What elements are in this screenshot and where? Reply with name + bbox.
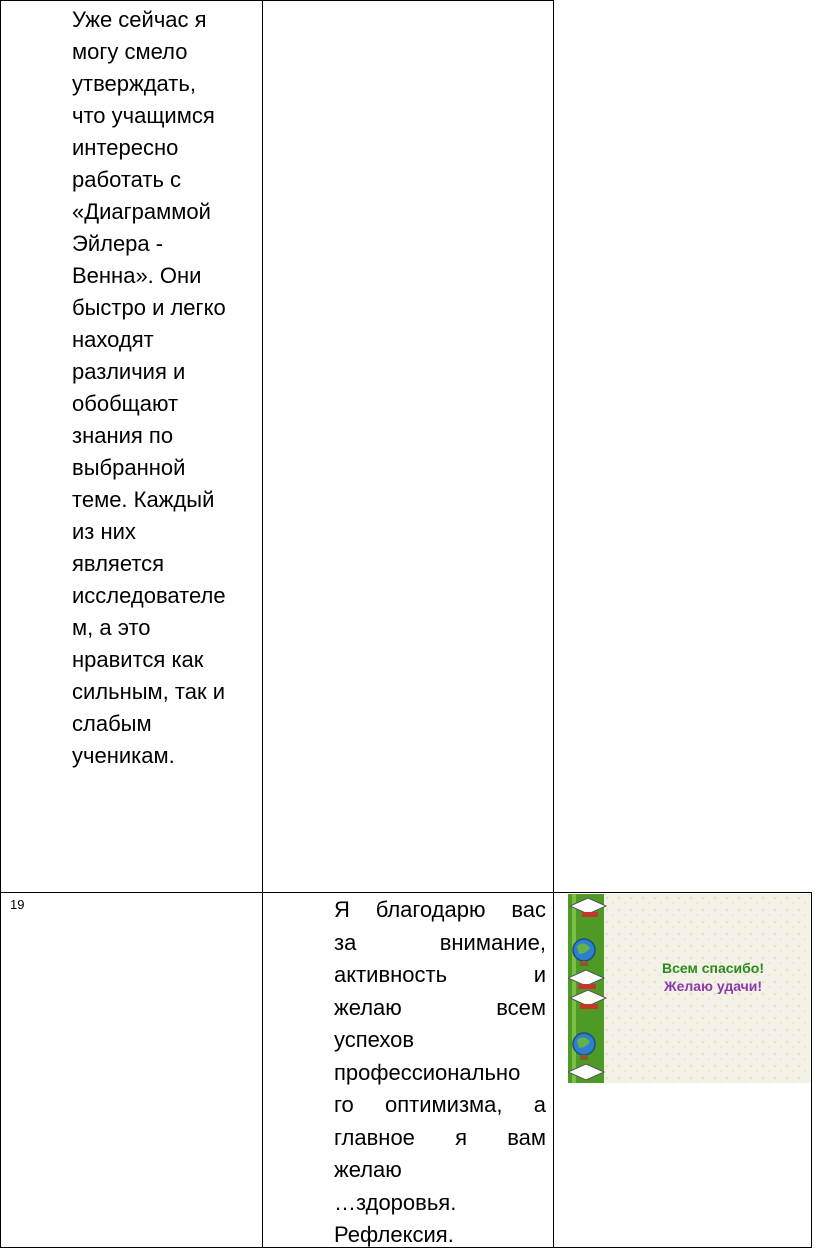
thanks-slide-image xyxy=(568,894,810,1083)
text-word: внимание, xyxy=(439,929,546,955)
text-word: я xyxy=(455,1124,468,1150)
text-line xyxy=(334,927,546,960)
text-line: работать с xyxy=(72,167,182,192)
text-word: активность xyxy=(334,962,448,987)
text-line xyxy=(334,1154,546,1187)
row2-thanks-text xyxy=(334,894,546,1252)
text-line: из них xyxy=(72,519,136,544)
text-word: главное xyxy=(334,1124,415,1150)
text-line: утверждать, xyxy=(72,71,196,96)
text-word: Я xyxy=(334,897,350,922)
text-line: обобщают xyxy=(72,391,179,416)
text-line: различия и xyxy=(72,359,186,384)
text-word: желаю xyxy=(334,1157,402,1182)
text-word: оптимизма, xyxy=(385,1092,503,1117)
text-line: Венна». Они xyxy=(72,263,202,288)
text-word: а xyxy=(533,1092,546,1117)
row1-description-text xyxy=(72,4,257,772)
text-line: находят xyxy=(72,327,154,352)
table-border-left-top xyxy=(0,0,1,893)
table-col-divider-2-top xyxy=(553,0,554,893)
table-row-divider xyxy=(0,892,812,893)
text-line xyxy=(334,1057,546,1090)
text-word: всем xyxy=(496,994,546,1020)
text-word: за xyxy=(334,929,357,955)
slide-thanks-line: Всем спасибо! xyxy=(661,960,765,976)
text-line: быстро и легко xyxy=(72,295,226,320)
text-line xyxy=(334,1187,546,1220)
text-line: могу смело xyxy=(72,39,188,64)
text-line xyxy=(334,1089,546,1122)
text-line xyxy=(334,1122,546,1155)
text-word: вам xyxy=(507,1124,546,1150)
text-line: теме. Каждый xyxy=(72,487,215,512)
text-word: го xyxy=(334,1092,354,1117)
table-border-top xyxy=(0,0,554,1)
table-col-divider-1-bottom xyxy=(262,892,263,1248)
text-line: ученикам. xyxy=(72,743,175,768)
row-number: 19 xyxy=(10,897,25,912)
text-word: профессионально xyxy=(334,1059,521,1085)
table-border-left-bottom xyxy=(0,892,1,1248)
text-word: Рефлексия. xyxy=(334,1222,454,1247)
text-line: Эйлера - xyxy=(72,231,164,256)
text-line: является xyxy=(72,551,165,576)
text-line: м, а это xyxy=(72,615,151,640)
text-word: успехов xyxy=(334,1027,415,1052)
slide-wish-line: Желаю удачи! xyxy=(663,978,763,994)
text-line: знания по xyxy=(72,423,174,448)
text-line: сильным, так и xyxy=(72,679,225,704)
text-word: благодарю xyxy=(375,897,486,922)
text-word: желаю xyxy=(334,994,402,1020)
table-col-divider-1-top xyxy=(262,0,263,893)
text-word: и xyxy=(533,962,546,987)
text-line: исследователе xyxy=(72,583,226,608)
text-line xyxy=(334,992,546,1025)
text-line: выбранной xyxy=(72,455,186,480)
table-border-right-bottom xyxy=(811,892,812,1248)
table-col-divider-2-bottom xyxy=(553,892,554,1248)
text-line: «Диаграммой xyxy=(72,199,211,224)
text-word: вас xyxy=(511,897,546,922)
text-line xyxy=(334,1024,546,1057)
text-line: что учащимся xyxy=(72,103,215,128)
text-line xyxy=(334,1219,546,1252)
text-line xyxy=(334,959,546,992)
text-line: Уже сейчас я xyxy=(72,7,207,32)
text-line xyxy=(334,894,546,927)
text-line: интересно xyxy=(72,135,179,160)
text-line: слабым xyxy=(72,711,152,736)
text-word: …здоровья. xyxy=(334,1189,457,1215)
text-line: нравится как xyxy=(72,647,204,672)
